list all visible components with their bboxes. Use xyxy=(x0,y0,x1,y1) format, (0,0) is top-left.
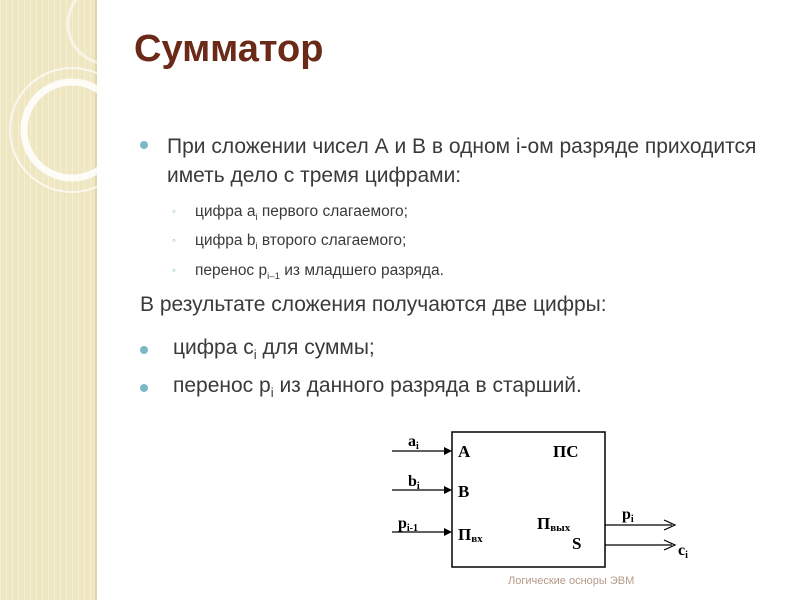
sub-bullet-marker: ◦ xyxy=(172,265,176,277)
output-signal-c: ci xyxy=(678,542,688,561)
port-p-out: Пвых xyxy=(537,514,571,534)
port-b: B xyxy=(458,482,470,501)
sub-item-text: первого слагаемого; xyxy=(257,203,408,220)
page-title: Сумматор xyxy=(134,28,324,70)
sub-item-subscript: i xyxy=(255,241,258,253)
output-signal-p: pi xyxy=(622,506,634,525)
sub-item-subscript: i–1 xyxy=(267,271,280,283)
arrow-head xyxy=(444,528,452,536)
sub-item-text: цифра b xyxy=(195,232,256,249)
result-text: из данного разряда в старший. xyxy=(273,374,582,397)
sub-item-text: цифра a xyxy=(195,203,256,220)
intro-text-content: При сложении чисел А и В в одном i-ом разряде приходится иметь дело с тремя цифрами: xyxy=(167,135,757,187)
sub-item-text: перенос p xyxy=(195,262,268,279)
result-text: для суммы; xyxy=(256,336,375,359)
port-p-in: Пвх xyxy=(458,525,483,545)
result-text: цифра c xyxy=(173,336,254,359)
input-signal-b: bi xyxy=(408,473,420,492)
sub-item-text: из младшего разряда. xyxy=(279,262,444,279)
result-subscript: i xyxy=(270,385,274,401)
arrow-head xyxy=(444,447,452,455)
sub-item-subscript: i xyxy=(255,212,258,224)
result-text: перенос p xyxy=(173,374,271,397)
sub-bullet-marker: ◦ xyxy=(172,235,176,247)
footer-text: Логические осноры ЭВМ xyxy=(508,575,635,587)
sub-bullet-marker: ◦ xyxy=(172,206,176,218)
result-subscript: i xyxy=(253,347,257,363)
adder-box xyxy=(452,432,605,567)
port-s: S xyxy=(572,534,582,553)
box-label: ПС xyxy=(553,442,579,461)
arrow-head xyxy=(444,486,452,494)
input-signal-a: ai xyxy=(408,433,419,452)
sub-item-text: второго слагаемого; xyxy=(257,232,407,249)
result-line: В результате сложения получаются две цифры: xyxy=(140,293,607,316)
input-signal-p: pi-1 xyxy=(398,515,419,534)
port-a: A xyxy=(458,442,471,461)
